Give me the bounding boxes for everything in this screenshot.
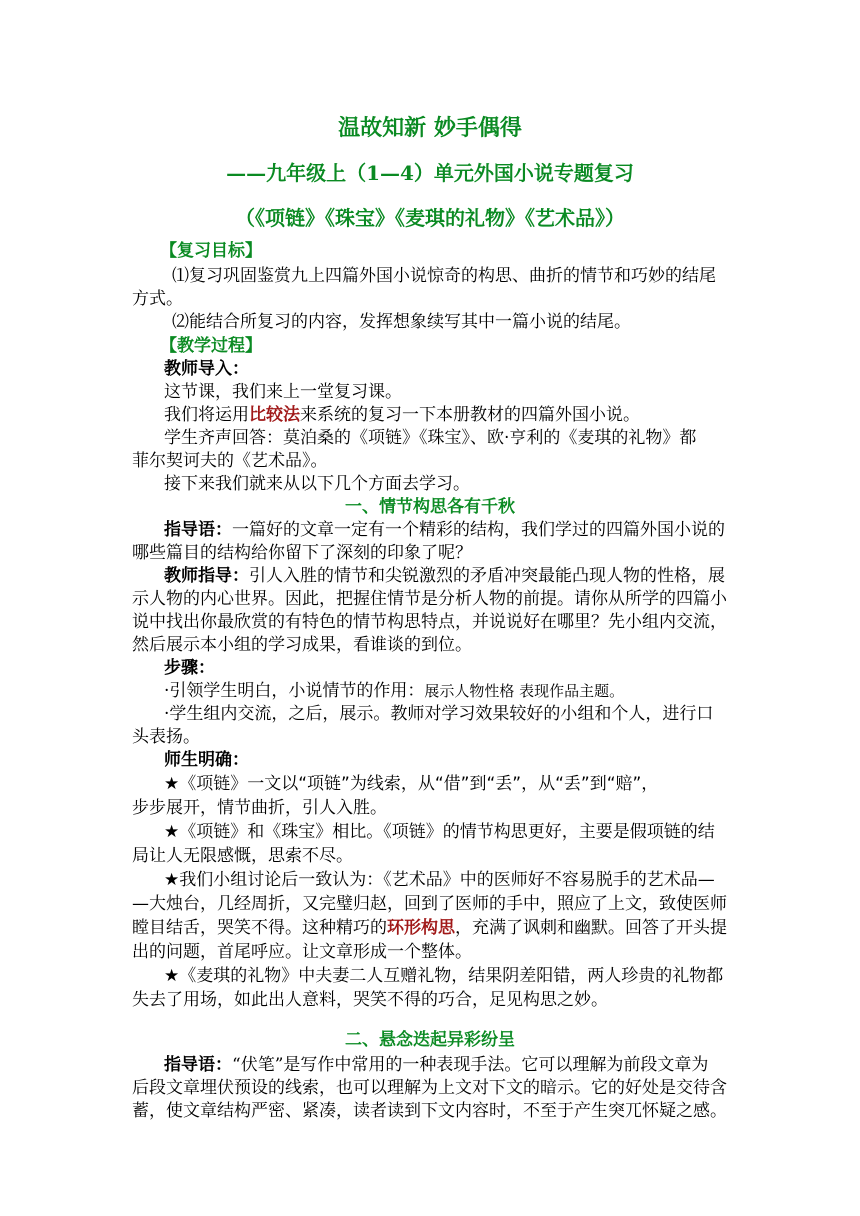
section2-heading: 二、悬念迭起异彩纷呈 (345, 1030, 515, 1050)
star-point-3-line-3 (132, 917, 727, 939)
section1-teacher-label: 教师指导： (164, 566, 249, 586)
star-point-2-cont: 局让人无限感慨，思索不尽。 (132, 846, 353, 866)
page-title-text: 温故知新 妙手偶得 (338, 115, 522, 141)
step-2-cont: 头表扬。 (132, 727, 200, 747)
step-1 (164, 680, 624, 702)
section2-guide (164, 1054, 708, 1076)
section1-guide-label: 指导语： (164, 520, 232, 540)
method-highlight: 比较法 (249, 405, 300, 425)
intro-line-3: 学生齐声回答：莫泊桑的《项链》《珠宝》、欧·亨利的《麦琪的礼物》都 (164, 428, 697, 448)
star-point-1: ★《项链》一文以“项链”为线索，从“借”到“丢”，从“丢”到“赔”， (164, 774, 659, 794)
intro-line-3-cont: 菲尔契诃夫的《艺术品》。 (132, 451, 328, 471)
works-list: （《项链》《珠宝》《麦琪的礼物》《艺术品》） (235, 206, 625, 230)
goal-item-2: ⑵能结合所复习的内容，发挥想象续写其中一篇小说的结尾。 (172, 312, 631, 332)
section1-teacher (164, 565, 725, 587)
page-subtitle: ——九年级上（1—4）单元外国小说专题复习 (226, 161, 634, 185)
intro-line-2 (164, 404, 640, 426)
intro-line-1: 这节课，我们来上一堂复习课。 (164, 382, 402, 402)
intro-line-4: 接下来我们就来从以下几个方面去学习。 (164, 474, 470, 494)
section1-guide (164, 519, 725, 541)
star-point-2: ★《项链》和《珠宝》相比。《项链》的情节构思更好，主要是假项链的结 (164, 822, 715, 842)
intro-line-2-post: 来系统的复习一下本册教材的四篇外国小说。 (300, 405, 640, 425)
section1-teacher-line-4: 然后展示本小组的学习成果，看谁谈的到位。 (132, 635, 472, 655)
clear-label: 师生明确： (164, 750, 249, 770)
section2-guide-label: 指导语： (164, 1055, 232, 1075)
section1-teacher-line-3: 说中找出你最欣赏的有特色的情节构思特点，并说说好在哪里？先小组内交流， (132, 612, 727, 632)
section2-guide-line-2: 后段文章埋伏预设的线索，也可以理解为上文对下文的暗示。它的好处是交待含 (132, 1078, 727, 1098)
star-point-3-text-end: ，充满了讽刺和幽默。回答了开头提 (455, 918, 727, 938)
star-point-3: ★我们小组讨论后一致认为：《艺术品》中的医师好不容易脱手的艺术品— (164, 870, 715, 890)
step-1-note: 展示人物性格 表现作品主题。 (424, 682, 625, 700)
intro-line-2-pre: 我们将运用 (164, 405, 249, 425)
section2-guide-text: “伏笔”是写作中常用的一种表现手法。它可以理解为前段文章为 (232, 1055, 709, 1075)
intro-label: 教师导入： (164, 359, 249, 379)
goals-heading: 【复习目标】 (160, 241, 262, 261)
section1-teacher-line-2: 示人物的内心世界。因此，把握住情节是分析人物的前提。请你从所学的四篇小 (132, 589, 727, 609)
goal-item-1: ⑴复习巩固鉴赏九上四篇外国小说惊奇的构思、曲折的情节和巧妙的结尾 (172, 266, 716, 286)
section1-guide-text: 一篇好的文章一定有一个精彩的结构，我们学过的四篇外国小说的 (232, 520, 725, 540)
step-2: ·学生组内交流，之后，展示。教师对学习效果较好的小组和个人，进行口 (164, 704, 714, 724)
section1-heading: 一、情节构思各有千秋 (345, 497, 515, 517)
star-point-4: ★《麦琪的礼物》中夫妻二人互赠礼物，结果阴差阳错，两人珍贵的礼物都 (164, 966, 724, 986)
section1-guide-cont: 哪些篇目的结构给你留下了深刻的印象了呢？ (132, 543, 472, 563)
section1-teacher-text: 引人入胜的情节和尖锐激烈的矛盾冲突最能凸现人物的性格，展 (249, 566, 725, 586)
steps-label: 步骤： (164, 658, 215, 678)
star-point-3-line-4: 出的问题，首尾呼应。让文章形成一个整体。 (132, 942, 472, 962)
star-point-3-text: 瞠目结舌，哭笑不得。这种精巧的 (132, 918, 387, 938)
step-1-text: ·引领学生明白，小说情节的作用： (164, 681, 425, 701)
ring-structure-highlight: 环形构思 (387, 918, 455, 938)
star-point-1-cont: 步步展开，情节曲折，引人入胜。 (132, 798, 387, 818)
star-point-4-cont: 失去了用场，如此出人意料，哭笑不得的巧合，足见构思之妙。 (132, 990, 608, 1010)
process-heading: 【教学过程】 (160, 336, 262, 356)
goal-item-1-cont: 方式。 (132, 289, 183, 309)
page-title (0, 114, 860, 142)
section2-guide-line-3: 蓄，使文章结构严密、紧凑，读者读到下文内容时，不至于产生突兀怀疑之感。 (132, 1101, 727, 1121)
star-point-3-line-2: —大烛台，几经周折，又完璧归赵，回到了医师的手中，照应了上文，致使医师 (132, 894, 727, 914)
